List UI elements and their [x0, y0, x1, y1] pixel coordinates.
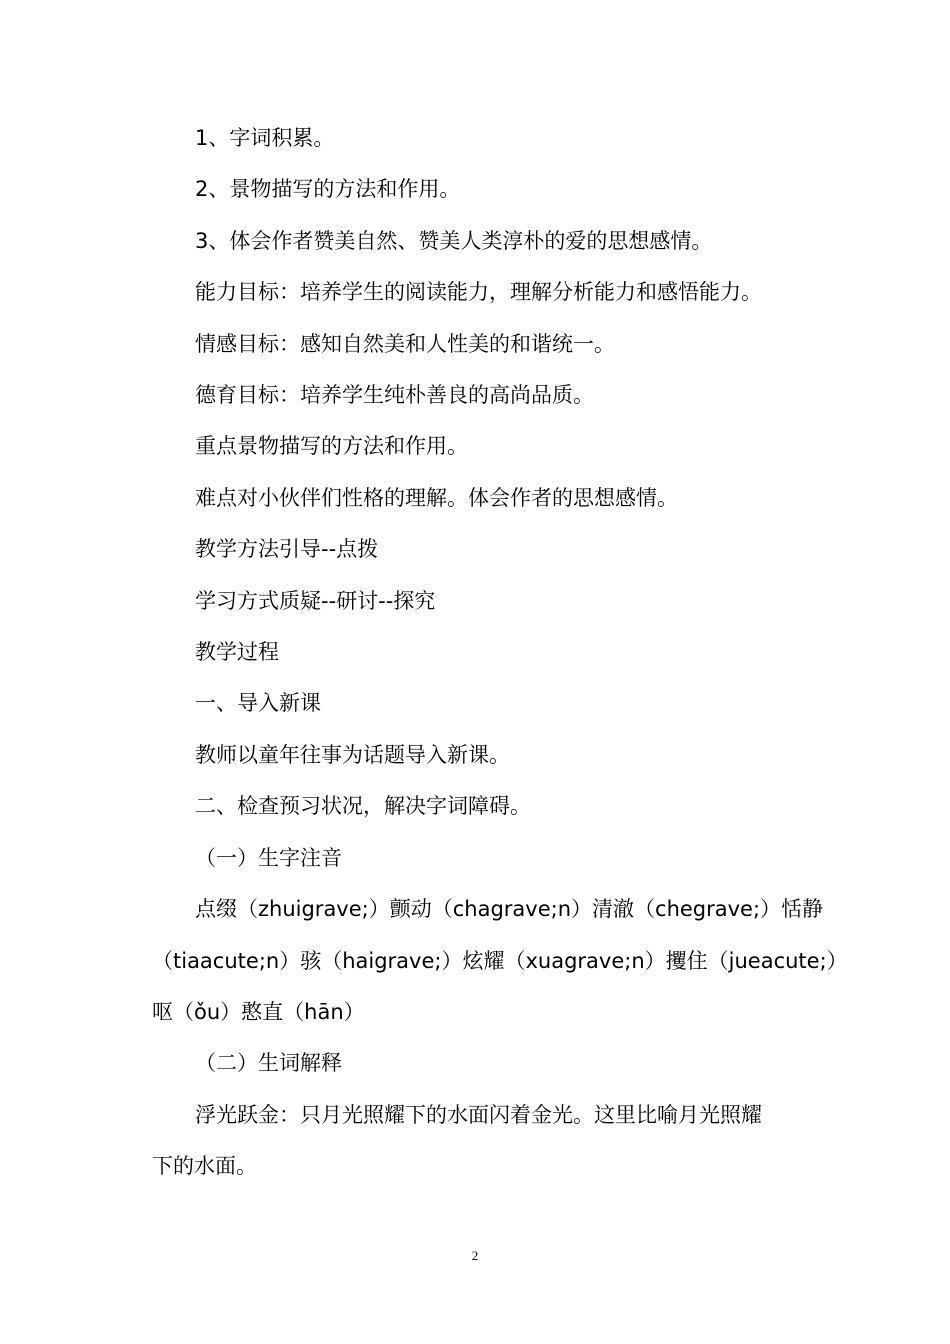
text-line: 德育目标：培养学生纯朴善良的高尚品质。 [195, 383, 594, 407]
text-line: （二）生词解释 [195, 1051, 342, 1075]
text-line: 1、字词积累。 [195, 126, 335, 150]
text-line: 情感目标：感知自然美和人性美的和谐统一。 [195, 332, 615, 356]
text-line: 学习方式质疑--研讨--探究 [195, 589, 436, 613]
text-line: 2、景物描写的方法和作用。 [195, 177, 461, 201]
text-line: 难点对小伙伴们性格的理解。体会作者的思想感情。 [195, 486, 678, 510]
text-line: 点缀（zhuigrave;）颤动（chagrave;n）清澈（chegrave;）恬静 [195, 897, 824, 921]
text-line: （一）生字注音 [195, 846, 342, 870]
text-line: 下的水面。 [152, 1154, 257, 1178]
text-line: 二、检查预习状况，解决字词障碍。 [195, 794, 531, 818]
text-line: 重点景物描写的方法和作用。 [195, 434, 468, 458]
text-line: 教学方法引导--点拨 [195, 537, 379, 561]
text-line: 3、体会作者赞美自然、赞美人类淳朴的爱的思想感情。 [195, 229, 713, 253]
text-line: 能力目标：培养学生的阅读能力，理解分析能力和感悟能力。 [195, 280, 762, 304]
text-line: （tiaacute;n）骇（haigrave;）炫耀（xuagrave;n）攫住（jueacute;） [152, 949, 848, 973]
text-line: 教学过程 [195, 640, 279, 664]
text-line: 教师以童年往事为话题导入新课。 [195, 743, 510, 767]
page-number: 2 [471, 1248, 479, 1263]
text-line: 浮光跃金：只月光照耀下的水面闪着金光。这里比喻月光照耀 [195, 1103, 762, 1127]
text-line: 呕（ǒu）憨直（hān） [152, 1000, 365, 1024]
text-line: 一、导入新课 [195, 691, 321, 715]
